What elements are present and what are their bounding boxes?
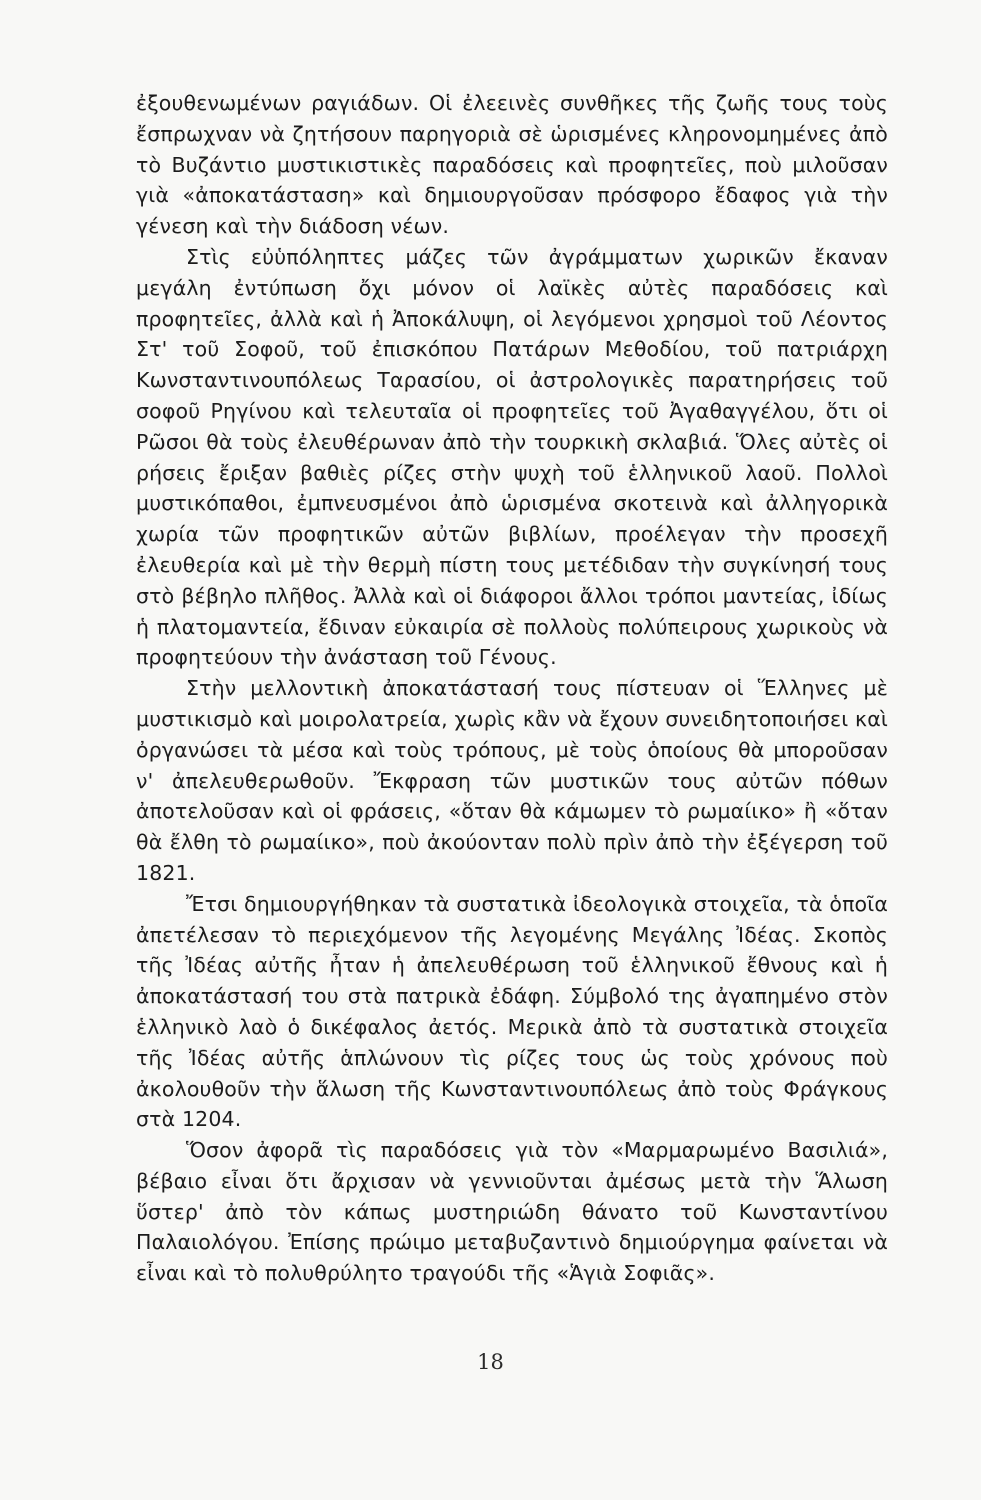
page-number: 18 — [477, 1350, 504, 1374]
paragraph-4: Ἔτσι δημιουργήθηκαν τὰ συστατικὰ ἰδεολογικὰ στοιχεῖα, τὰ ὁποῖα ἀπετέλεσαν τὸ περιεχόμενον τῆς λεγομένης Μεγάλης Ἰδέας. Σκοπὸς τῆς Ἰδέας αὐτῆς ἦταν ἡ ἀπελευθέρωση τοῦ ἑλληνικοῦ ἔθνους καὶ ἡ ἀποκατάστασή του στὰ πατρικὰ ἐδάφη. Σύμβολό της ἀγαπημένο στὸν ἑλληνικὸ λαὸ ὁ δικέφαλος ἀετός. Μερικὰ ἀπὸ τὰ συστατικὰ στοιχεῖα τῆς Ἰδέας αὐτῆς ἁπλώνουν τὶς ρίζες τους ὡς τοὺς χρόνους ποὺ ἀκολουθοῦν τὴν ἅλωση τῆς Κωνσταντινουπόλεως ἀπὸ τοὺς Φράγκους στὰ 1204. — [136, 891, 888, 1132]
body-text — [136, 88, 888, 1289]
paragraph-2: Στὶς εὐὑπόληπτες μάζες τῶν ἀγράμματων χωρικῶν ἔκαναν μεγάλη ἐντύπωση ὄχι μόνον οἱ λαϊκὲς αὐτὲς παραδόσεις καὶ προφητεῖες, ἀλλὰ καὶ ἡ Ἀποκάλυψη, οἱ λεγόμενοι χρησμοὶ τοῦ Λέοντος Στ' τοῦ Σοφοῦ, τοῦ ἐπισκόπου Πατάρων Μεθοδίου, τοῦ πατριάρχη Κωνσταντινουπόλεως Ταρασίου, οἱ ἀστρολογικὲς παρατηρήσεις τοῦ σοφοῦ Ρηγίνου καὶ τελευταῖα οἱ προφητεῖες τοῦ Ἀγαθαγγέλου, ὅτι οἱ Ρῶσοι θὰ τοὺς ἐλευθέρωναν ἀπὸ τὴν τουρκικὴ σκλαβιά. Ὅλες αὐτὲς οἱ ρήσεις ἔριξαν βαθιὲς ρίζες στὴν ψυχὴ τοῦ ἑλληνικοῦ λαοῦ. Πολλοὶ μυστικόπαθοι, ἐμπνευσμένοι ἀπὸ ὡρισμένα σκοτεινὰ καὶ ἀλληγορικὰ χωρία τῶν προφητικῶν αὐτῶν βιβλίων, προέλεγαν τὴν προσεχῆ ἐλευθερία καὶ μὲ τὴν θερμὴ πίστη τους μετέδιδαν τὴν συγκίνησή τους στὸ βέβηλο πλῆθος. Ἀλλὰ καὶ οἱ διάφοροι ἄλλοι τρόποι μαντείας, ἰδίως ἡ πλατομαντεία, ἔδιναν εὐκαιρία σὲ πολλοὺς πολύπειρους χωρικοὺς νὰ προφητεύουν τὴν ἀνάσταση τοῦ Γένους. — [136, 244, 888, 670]
paragraph-1: ἐξουθενωμένων ραγιάδων. Οἱ ἐλεεινὲς συνθῆκες τῆς ζωῆς τους τοὺς ἔσπρωχναν νὰ ζητήσουν παρηγοριὰ σὲ ὡρισμένες κληρονομημένες ἀπὸ τὸ Βυζάντιο μυστικιστικὲς παραδόσεις καὶ προφητεῖες, ποὺ μιλοῦσαν γιὰ «ἀποκατάσταση» καὶ δημιουργοῦσαν πρόσφορο ἔδαφος γιὰ τὴν γένεση καὶ τὴν διάδοση νέων. — [136, 91, 888, 239]
paragraph-5: Ὅσον ἀφορᾶ τὶς παραδόσεις γιὰ τὸν «Μαρμαρωμένο Βασιλιά», βέβαιο εἶναι ὅτι ἄρχισαν νὰ γεννιοῦνται ἀμέσως μετὰ τὴν Ἅλωση ὕστερ' ἀπὸ τὸν κάπως μυστηριώδη θάνατο τοῦ Κωνσταντίνου Παλαιολόγου. Ἐπίσης πρώιμο μεταβυζαντινὸ δημιούργημα φαίνεται νὰ εἶναι καὶ τὸ πολυθρύλητο τραγούδι τῆς «Ἁγιὰ Σοφιᾶς». — [136, 1138, 888, 1286]
paragraph-3: Στὴν μελλοντικὴ ἀποκατάστασή τους πίστευαν οἱ Ἕλληνες μὲ μυστικισμὸ καὶ μοιρολατρεία, χωρὶς κἂν νὰ ἔχουν συνειδητοποιήσει καὶ ὀργανώσει τὰ μέσα καὶ τοὺς τρόπους, μὲ τοὺς ὁποίους θὰ μποροῦσαν ν' ἀπελευθερωθοῦν. Ἔκφραση τῶν μυστικῶν τους αὐτῶν πόθων ἀποτελοῦσαν καὶ οἱ φράσεις, «ὅταν θὰ κάμωμεν τὸ ρωμαίικο» ἢ «ὅταν θὰ ἔλθη τὸ ρωμαίικο», ποὺ ἀκούονταν πολὺ πρὶν ἀπὸ τὴν ἐξέγερση τοῦ 1821. — [136, 676, 888, 885]
